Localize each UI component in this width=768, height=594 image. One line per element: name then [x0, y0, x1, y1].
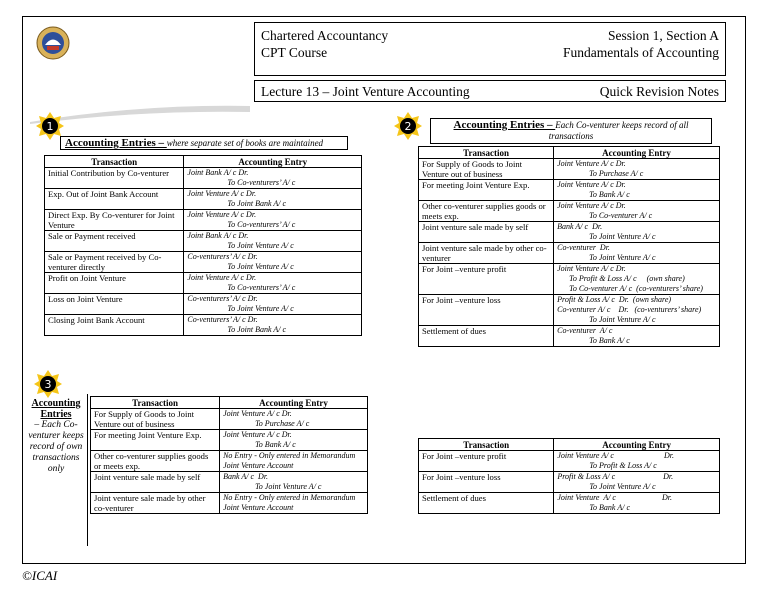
entry-cell: Co-venturers’ A/ c Dr. To Joint Venture A/ c: [184, 252, 362, 273]
entry-cell: Joint Bank A/ c Dr. To Joint Venture A/ c: [184, 231, 362, 252]
table-row: [45, 294, 362, 315]
table-row: [45, 231, 362, 252]
table-row: [419, 472, 720, 493]
badge-3-icon: [34, 370, 62, 398]
transaction-cell: Other co-venturer supplies goods or meets exp.: [419, 201, 554, 222]
t4-header-transaction: Transaction: [419, 439, 554, 451]
t1-header-transaction: Transaction: [45, 156, 184, 168]
svg-text:3: 3: [44, 378, 52, 391]
section3-side-head: Accounting Entries: [31, 398, 81, 420]
table-row: [45, 189, 362, 210]
section3-table: [90, 396, 368, 514]
transaction-cell: Loss on Joint Venture: [45, 294, 184, 315]
t4-header-entry: Accounting Entry: [554, 439, 720, 451]
entry-cell: Joint Venture A/ c Dr. To Joint Bank A/ c: [184, 189, 362, 210]
copyright-footer: ©ICAI: [22, 568, 58, 583]
transaction-cell: Closing Joint Bank Account: [45, 315, 184, 336]
section4-table: [418, 438, 720, 514]
entry-cell: Profit & Loss A/ c Dr. (own share) Co-venturer A/ c Dr. (co-venturers’ share) To Joint Venture A/ c: [554, 295, 720, 326]
entry-cell: Joint Venture A/ c Dr. To Profit & Loss A/ c: [554, 451, 720, 472]
transaction-cell: For Supply of Goods to Joint Venture out of business: [91, 409, 220, 430]
entry-cell: Joint Venture A/ c Dr. To Bank A/ c: [554, 493, 720, 514]
transaction-cell: Initial Contribution by Co-venturer: [45, 168, 184, 189]
lecture-title: Lecture 13 – Joint Venture Accounting: [261, 84, 470, 99]
header-subject: Fundamentals of Accounting: [563, 45, 719, 60]
table-row: [419, 326, 720, 347]
course-header: [254, 22, 726, 76]
section3-left-rule: [87, 394, 88, 546]
section1-table: [44, 155, 362, 336]
entry-cell: Joint Bank A/ c Dr. To Co-venturers’ A/ c: [184, 168, 362, 189]
transaction-cell: For Joint –venture loss: [419, 472, 554, 493]
t3-header-entry: Accounting Entry: [220, 397, 368, 409]
transaction-cell: Sale or Payment received by Co-venturer directly: [45, 252, 184, 273]
revision-label: Quick Revision Notes: [599, 84, 719, 99]
entry-cell: Joint Venture A/ c Dr. To Co-venturers’ A/ c: [184, 210, 362, 231]
table-row: [419, 180, 720, 201]
transaction-cell: Direct Exp. By Co-venturer for Joint Venture: [45, 210, 184, 231]
table-row: [419, 243, 720, 264]
transaction-cell: Exp. Out of Joint Bank Account: [45, 189, 184, 210]
entry-cell: Joint Venture A/ c Dr. To Co-venturer A/ c: [554, 201, 720, 222]
table-row: [45, 168, 362, 189]
t3-header-transaction: Transaction: [91, 397, 220, 409]
lecture-header: [254, 80, 726, 102]
entry-cell: Joint Venture A/ c Dr. To Co-venturers’ A/ c: [184, 273, 362, 294]
section2-title-text: Accounting Entries –: [453, 119, 556, 131]
transaction-cell: For Supply of Goods to Joint Venture out of business: [419, 159, 554, 180]
entry-cell: Joint Venture A/ c Dr. To Purchase A/ c: [554, 159, 720, 180]
table-row: [91, 493, 368, 514]
section1-subtitle: where separate set of books are maintained: [166, 138, 324, 148]
table-row: [45, 273, 362, 294]
table-row: [419, 159, 720, 180]
entry-cell: Bank A/ c Dr. To Joint Venture A/ c: [220, 472, 368, 493]
section2-table: [418, 146, 720, 347]
transaction-cell: Sale or Payment received: [45, 231, 184, 252]
t2-header-transaction: Transaction: [419, 147, 554, 159]
section3-side-text: – Each Co-venturer keeps record of own transactions only: [28, 420, 84, 474]
entry-cell: Joint Venture A/ c Dr. To Purchase A/ c: [220, 409, 368, 430]
table-row: [419, 201, 720, 222]
svg-text:1: 1: [46, 120, 54, 133]
entry-cell: Co-venturers’ A/ c Dr. To Joint Bank A/ c: [184, 315, 362, 336]
transaction-cell: Joint venture sale made by other co-venturer: [91, 493, 220, 514]
transaction-cell: For meeting Joint Venture Exp.: [91, 430, 220, 451]
transaction-cell: Joint venture sale made by other co-venturer: [419, 243, 554, 264]
t1-header-entry: Accounting Entry: [184, 156, 362, 168]
header-course: CPT Course: [261, 45, 328, 60]
entry-cell: Joint Venture A/ c Dr. To Bank A/ c: [220, 430, 368, 451]
table-row: [91, 451, 368, 472]
transaction-cell: Other co-venturer supplies goods or meets exp.: [91, 451, 220, 472]
table-row: [45, 252, 362, 273]
table-row: [91, 430, 368, 451]
transaction-cell: Settlement of dues: [419, 326, 554, 347]
entry-cell: Profit & Loss A/ c Dr. To Joint Venture A/ c: [554, 472, 720, 493]
table-row: [419, 451, 720, 472]
transaction-cell: Settlement of dues: [419, 493, 554, 514]
transaction-cell: Profit on Joint Venture: [45, 273, 184, 294]
transaction-cell: For Joint –venture profit: [419, 264, 554, 295]
entry-cell: Joint Venture A/ c Dr. To Profit & Loss A/ c (own share) To Co-venturer A/ c (co-venturers’ share): [554, 264, 720, 295]
section1-title: [60, 136, 348, 150]
transaction-cell: Joint venture sale made by self: [91, 472, 220, 493]
transaction-cell: For Joint –venture profit: [419, 451, 554, 472]
entry-cell: Bank A/ c Dr. To Joint Venture A/ c: [554, 222, 720, 243]
table-row: [91, 472, 368, 493]
entry-cell: Co-venturer A/ c To Bank A/ c: [554, 326, 720, 347]
entry-cell: Co-venturer Dr. To Joint Venture A/ c: [554, 243, 720, 264]
section1-title-text: Accounting Entries –: [65, 137, 167, 149]
entry-cell: Joint Venture A/ c Dr. To Bank A/ c: [554, 180, 720, 201]
table-row: [419, 264, 720, 295]
table-row: [45, 315, 362, 336]
section2-subtitle: Each Co-venturer keeps record of all transactions: [548, 120, 689, 141]
header-org: Chartered Accountancy: [261, 28, 389, 43]
entry-cell: Co-venturers’ A/ c Dr. To Joint Venture A/ c: [184, 294, 362, 315]
section2-title: [430, 118, 712, 144]
svg-text:2: 2: [404, 120, 412, 133]
table-row: [419, 493, 720, 514]
t2-header-entry: Accounting Entry: [554, 147, 720, 159]
badge-2-icon: [394, 112, 422, 140]
entry-cell: No Entry - Only entered in Memorandum Joint Venture Account: [220, 493, 368, 514]
transaction-cell: For Joint –venture loss: [419, 295, 554, 326]
header-session: Session 1, Section A: [607, 28, 719, 43]
table-row: [419, 295, 720, 326]
transaction-cell: Joint venture sale made by self: [419, 222, 554, 243]
table-row: [91, 409, 368, 430]
transaction-cell: For meeting Joint Venture Exp.: [419, 180, 554, 201]
table-row: [45, 210, 362, 231]
icai-logo-icon: [36, 26, 70, 60]
section3-side-note: [26, 398, 86, 475]
table-row: [419, 222, 720, 243]
entry-cell: No Entry - Only entered in Memorandum Joint Venture Account: [220, 451, 368, 472]
